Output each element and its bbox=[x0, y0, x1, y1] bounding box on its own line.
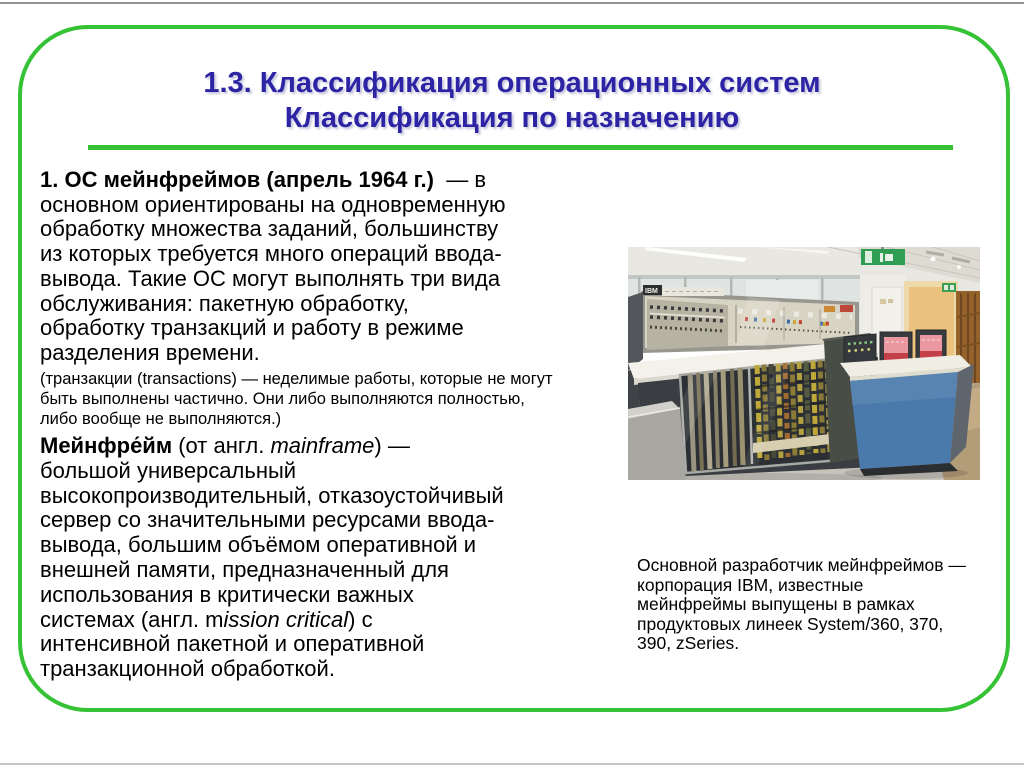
text-run: разделения времени. bbox=[40, 339, 260, 365]
text-run: 390, zSeries. bbox=[637, 633, 740, 653]
text-run: ) — bbox=[374, 433, 410, 458]
text-run: обработку транзакций и работу в режиме bbox=[40, 315, 464, 341]
slide-title bbox=[60, 66, 964, 136]
text-run: обслуживания: пакетную обработку, bbox=[40, 290, 409, 316]
text-run: большой универсальный bbox=[40, 457, 297, 483]
text-run: транзакционной обработкой. bbox=[40, 656, 335, 682]
text-run: ) с bbox=[348, 606, 373, 632]
text-run: mainframe bbox=[270, 433, 375, 458]
text-run: обработку множества заданий, большинству bbox=[40, 216, 499, 242]
photo-caption bbox=[637, 556, 1009, 654]
exit-sign-hanging bbox=[861, 247, 905, 265]
svg-text:IBM: IBM bbox=[645, 288, 658, 295]
screen-edge-bottom bbox=[0, 763, 1024, 765]
title-underline bbox=[88, 145, 953, 150]
text-run: (транзакции (transactions) — неделимые работы, которые не могут bbox=[40, 370, 553, 388]
paragraph-mainframe-os bbox=[40, 168, 625, 366]
text-run: Основной разработчик мейнфреймов — bbox=[637, 555, 966, 575]
mainframe-photo bbox=[628, 247, 980, 480]
exit-sign-wall bbox=[942, 283, 956, 292]
text-run: 1. ОС мейнфреймов (апрель 1964 г.) bbox=[40, 167, 441, 192]
text-run: сервер со значительными ресурсами ввода- bbox=[40, 507, 495, 533]
text-run: быть выполнены частично. Они либо выполняются полностью, bbox=[40, 390, 525, 408]
paragraph-mainframe-definition bbox=[40, 434, 625, 682]
text-run: ission critical bbox=[223, 606, 349, 632]
text-run: внешней памяти, предназначенный для bbox=[40, 556, 449, 582]
text-run: Классификация по назначению bbox=[284, 102, 740, 134]
text-run: использования в критически важных bbox=[40, 581, 414, 607]
text-run: основном ориентированы на одновременную bbox=[40, 191, 506, 217]
text-run: интенсивной пакетной и оперативной bbox=[40, 631, 425, 657]
text-run: 1.3. Классификация операционных систем bbox=[203, 67, 821, 99]
screen-edge-top bbox=[0, 2, 1024, 4]
text-run: системах (англ. m bbox=[40, 606, 224, 632]
text-run: либо вообще не выполняются.) bbox=[40, 410, 282, 428]
text-run: — в bbox=[440, 167, 487, 192]
paragraph-transactions-note bbox=[40, 369, 625, 429]
text-run: Мейнфре́йм bbox=[40, 433, 173, 458]
text-run: вывода. Такие ОС могут выполнять три вида bbox=[40, 265, 501, 291]
text-run: вывода, большим объёмом оперативной и bbox=[40, 532, 477, 558]
text-run: продуктовых линеек System/360, 370, bbox=[637, 613, 944, 634]
text-run: (от англ. bbox=[172, 433, 271, 458]
text-run: высокопроизводительный, отказоустойчивый bbox=[40, 482, 504, 508]
text-run: мейнфреймы выпущены в рамках bbox=[637, 594, 915, 614]
text-run: из которых требуется много операций ввода- bbox=[40, 241, 502, 267]
text-run: корпорация IBM, известные bbox=[637, 574, 864, 595]
